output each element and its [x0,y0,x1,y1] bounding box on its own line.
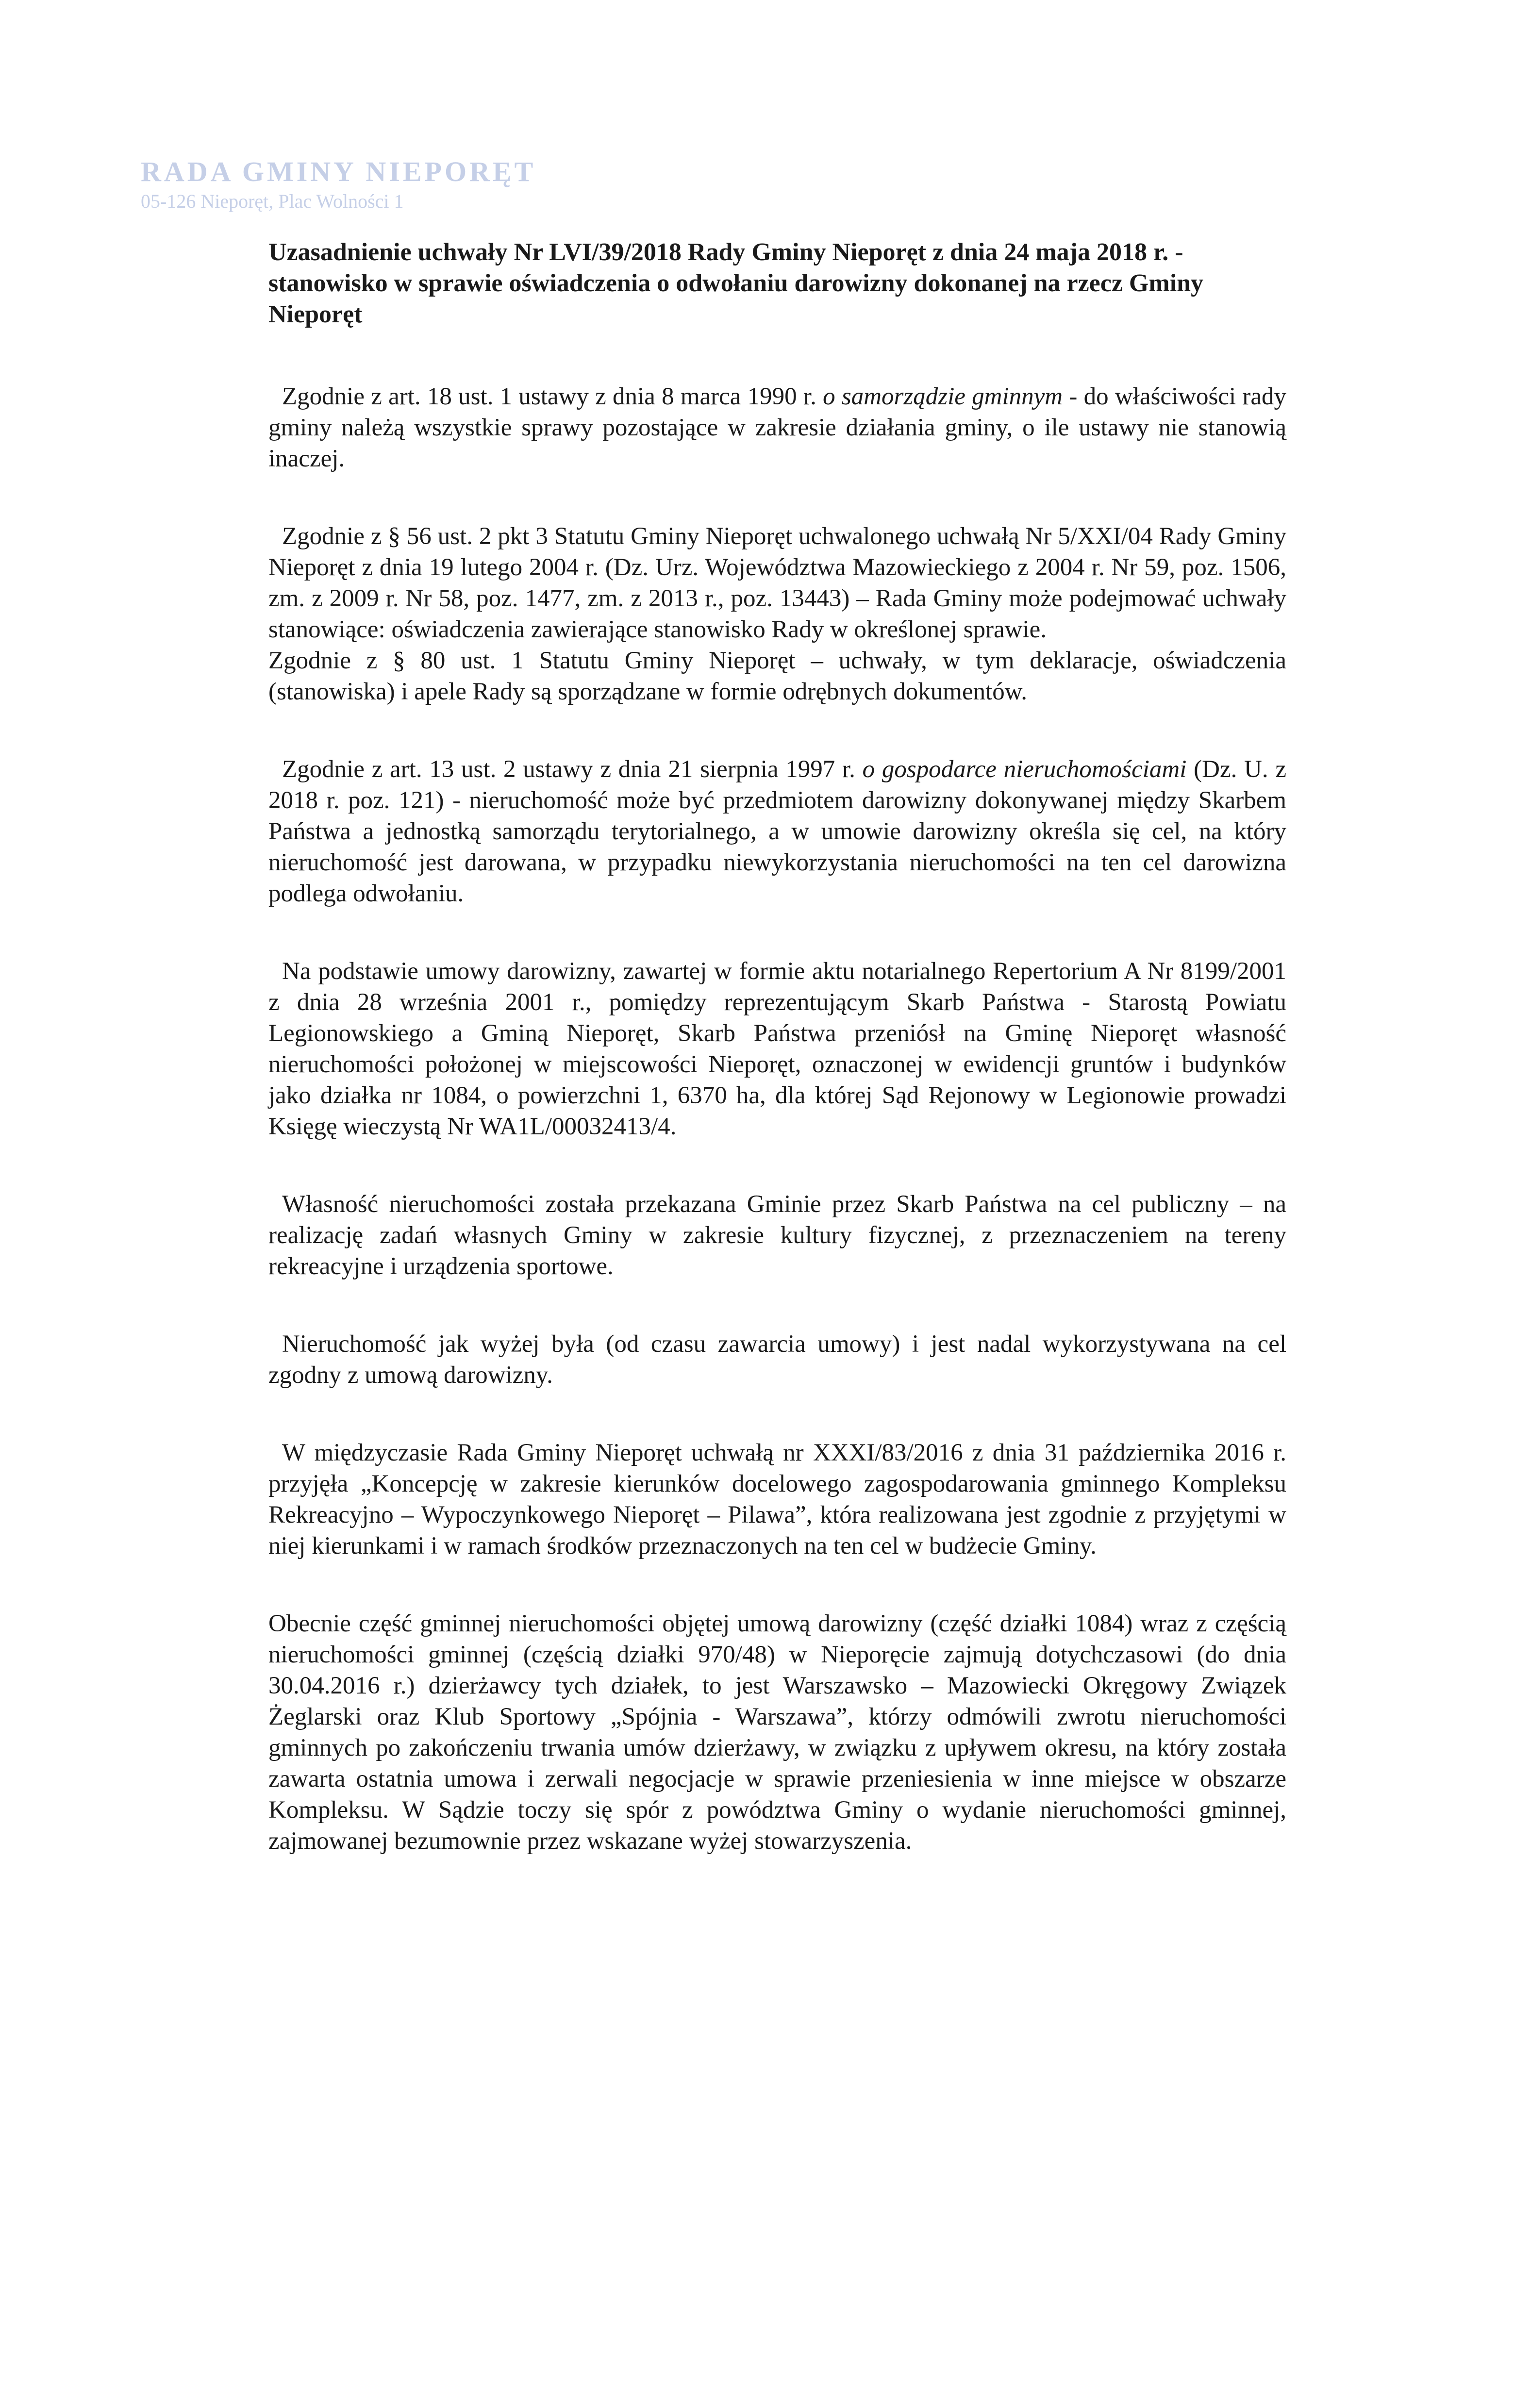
document-body [268,237,1286,1903]
stamp-address: 05-126 Nieporęt, Plac Wolności 1 [141,190,404,212]
paragraph-2: Zgodnie z § 56 ust. 2 pkt 3 Statutu Gminy Nieporęt uchwalonego uchwałą Nr 5/XXI/04 Rady Gminy Nieporęt z dnia 19 lutego 2004 r. (Dz. Urz. Województwa Mazowieckiego z 2004 r. Nr 59, poz. 1506, zm. z 2009 r. Nr 58, poz. 1477, zm. z 2013 r., poz. 13443) – Rada Gminy może podejmować uchwały stanowiące: oświadczenia zawierające stanowisko Rady w określonej sprawie. [268,523,1286,643]
paragraph-1-text-b: - do właściwości rady gminy należą wszystkie sprawy pozostające w zakresie działania gminy, o ile ustawy nie stanowią inaczej. [268,383,1286,472]
document-title: Uzasadnienie uchwały Nr LVI/39/2018 Rady Gminy Nieporęt z dnia 24 maja 2018 r. - stanowisko w sprawie oświadczenia o odwołaniu darowizny dokonanej na rzecz Gminy Nieporęt [268,238,1204,328]
paragraph-1-act-name: o samorządzie gminnym [823,383,1063,410]
paragraph-1 [268,381,1286,474]
paragraph-4 [268,754,1286,909]
stamp-title: RADA GMINY NIEPORĘT [141,156,536,187]
paragraph-3: Zgodnie z § 80 ust. 1 Statutu Gminy Nieporęt – uchwały, w tym deklaracje, oświadczenia (stanowiska) i apele Rady są sporządzane w formie odrębnych dokumentów. [268,647,1286,705]
paragraph-5: Na podstawie umowy darowizny, zawartej w formie aktu notarialnego Repertorium A Nr 8199/2001 z dnia 28 września 2001 r., pomiędzy reprezentującym Skarb Państwa - Starostą Powiatu Legionowskiego a Gminą Nieporęt, Skarb Państwa przeniósł na Gminę Nieporęt własność nieruchomości położonej w miejscowości Nieporęt, oznaczonej w ewidencji gruntów i budynków jako działka nr 1084, o powierzchni 1, 6370 ha, dla której Sąd Rejonowy w Legionowie prowadzi Księgę wieczystą Nr WA1L/00032413/4. [268,958,1286,1140]
paragraph-4-act-name: o gospodarce nieruchomościami [862,756,1187,783]
council-stamp [141,155,536,223]
paragraph-9: Obecnie część gminnej nieruchomości objętej umową darowizny (część działki 1084) wraz z częścią nieruchomości gminnej (częścią działki 970/48) w Nieporęcie zajmują dotychczasowi (do dnia 30.04.2016 r.) dzierżawcy tych działek, to jest Warszawsko – Mazowiecki Okręgowy Związek Żeglarski oraz Klub Sportowy „Spójnia - Warszawa”, którzy odmówili zwrotu nieruchomości gminnych po zakończeniu trwania umów dzierżawy, w związku z upływem okresu, na który została zawarta ostatnia umowa i zerwali negocjacje w sprawie przeniesienia w inne miejsce w obszarze Kompleksu. W Sądzie toczy się spór z powództwa Gminy o wydanie nieruchomości gminnej, zajmowanej bezumownie przez wskazane wyżej stowarzyszenia. [268,1610,1286,1855]
paragraph-1-text-a: Zgodnie z art. 18 ust. 1 ustawy z dnia 8 marca 1990 r. [282,383,823,410]
paragraph-4-text-b: (Dz. U. z 2018 r. poz. 121) - nieruchomość może być przedmiotem darowizny dokonywanej między Skarbem Państwa a jednostką samorządu terytorialnego, a w umowie darowizny określa się cel, na który nieruchomość jest darowana, w przypadku niewykorzystania nieruchomości na ten cel darowizna podlega odwołaniu. [268,756,1286,907]
paragraph-4-text-a: Zgodnie z art. 13 ust. 2 ustawy z dnia 21 sierpnia 1997 r. [282,756,863,783]
paragraph-6: Własność nieruchomości została przekazana Gminie przez Skarb Państwa na cel publiczny – na realizację zadań własnych Gminy w zakresie kultury fizycznej, z przeznaczeniem na tereny rekreacyjne i urządzenia sportowe. [268,1191,1286,1280]
paragraph-7: Nieruchomość jak wyżej była (od czasu zawarcia umowy) i jest nadal wykorzystywana na cel zgodny z umową darowizny. [268,1330,1286,1389]
paragraph-8: W międzyczasie Rada Gminy Nieporęt uchwałą nr XXXI/83/2016 z dnia 31 października 2016 r. przyjęła „Koncepcję w zakresie kierunków docelowego zagospodarowania gminnego Kompleksu Rekreacyjno – Wypoczynkowego Nieporęt – Pilawa”, która realizowana jest zgodnie z przyjętymi w niej kierunkami i w ramach środków przeznaczonych na ten cel w budżecie Gminy. [268,1439,1286,1560]
